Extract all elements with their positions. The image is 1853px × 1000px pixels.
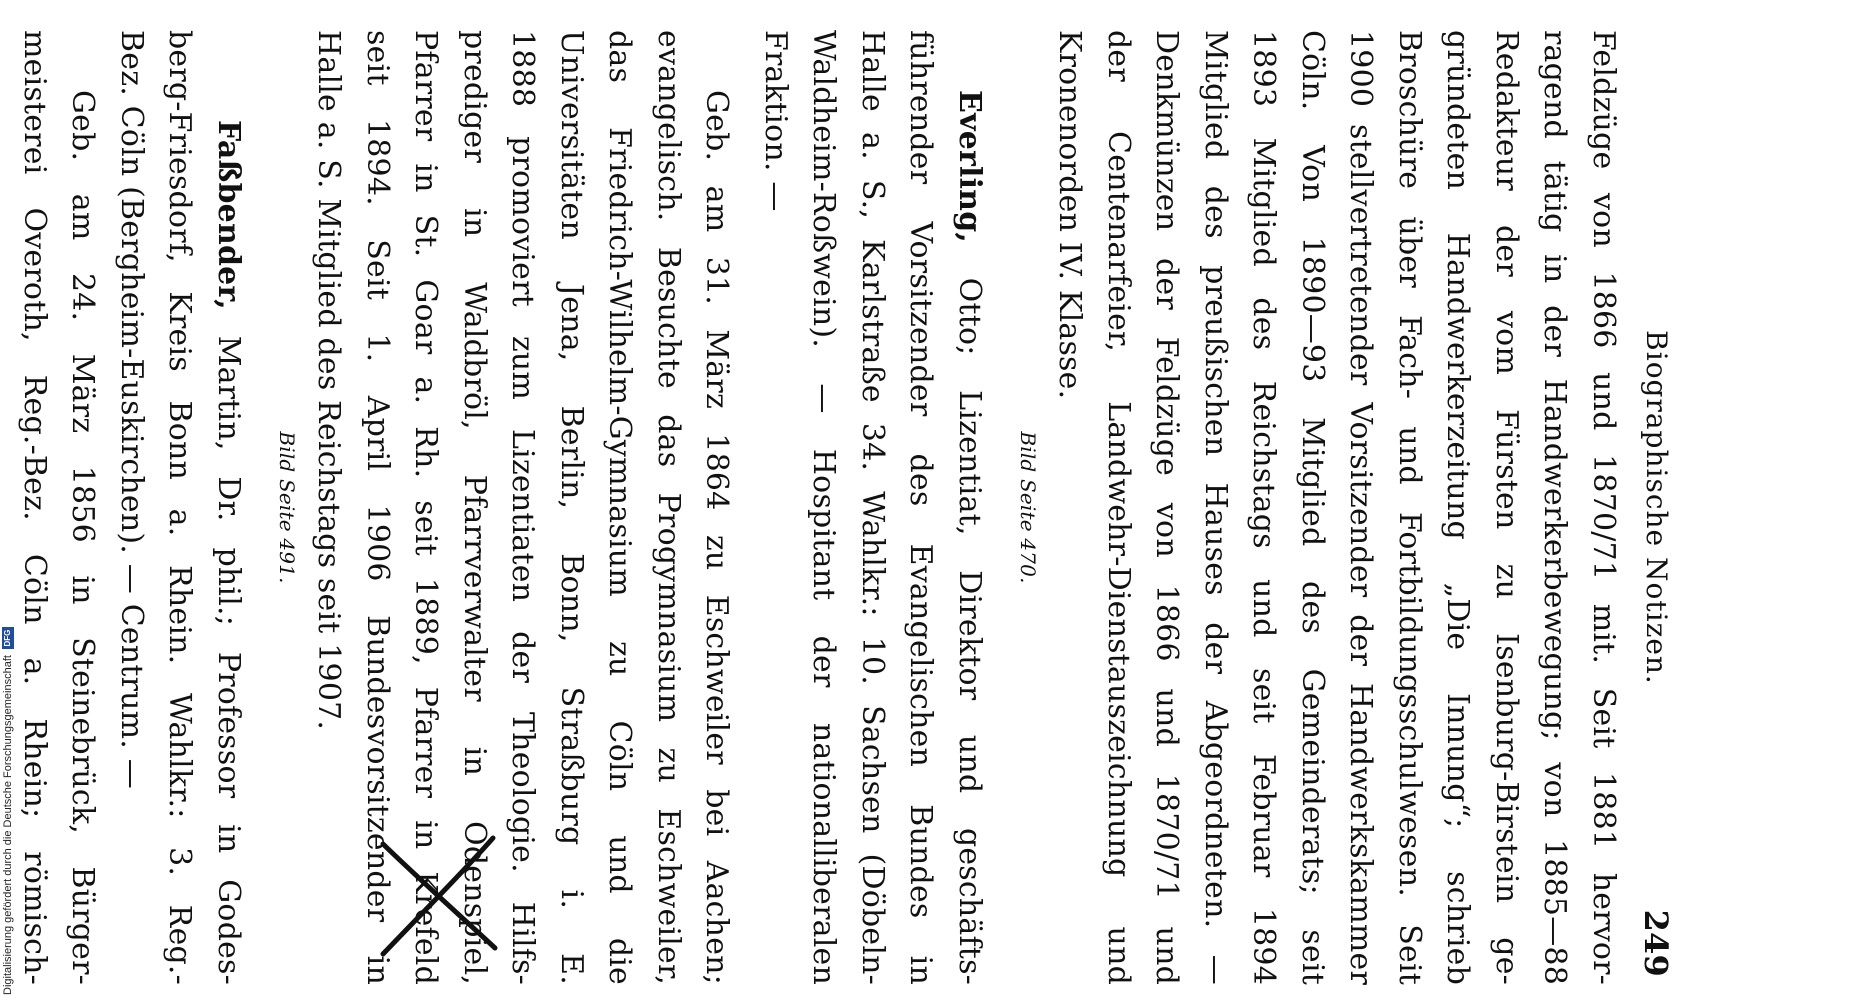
text-line: Feldzüge von 1866 und 1870/71 mit. Seit 1881 hervor- (1586, 30, 1621, 985)
text-line: seit 1894. Seit 1. April 1906 Bundesvorsitzender in (360, 30, 395, 985)
credit-text: Digitalisierung gefördert durch die Deutsche Forschungsgemeinschaft (2, 655, 14, 995)
scanned-page (17, 30, 1685, 985)
text-line: Halle a. S. Mitglied des Reichstags seit 1907. (311, 30, 347, 731)
text-line: Redakteur der vom Fürsten zu Isenburg-Birstein ge- (1489, 30, 1524, 985)
picture-reference: Bild Seite 491. (275, 431, 299, 584)
picture-reference: Bild Seite 470. (1016, 431, 1040, 584)
text-line: Cöln. Von 1890—93 Mitglied des Gemeinderats; seit (1295, 30, 1330, 985)
text-line: Bez. Cöln (Bergheim-Euskirchen). — Centrum. — (114, 30, 149, 789)
entry-name: Faßbender, (211, 120, 246, 310)
text-line: Kronenorden IV. Klasse. (1052, 30, 1088, 400)
text-line: Denkmünzen der Feldzüge von 1866 und 1870/71 und (1149, 30, 1185, 985)
entry-fassbender (10, 30, 253, 985)
text-line: führender Vorsitzender des Evangelischen Bundes in (903, 30, 939, 985)
entry-heading-rest: Otto; Lizentiat, Direktor und geschäfts- (952, 243, 987, 985)
text-line: Geb. am 24. März 1856 in Steinebrück, Bürger- (65, 90, 101, 985)
entry-heading-line (204, 30, 253, 985)
text-line: berg-Friesdorf, Kreis Bonn a. Rhein. Wahlkr.: 3. Reg.- (162, 30, 198, 985)
entry-everling (270, 30, 993, 985)
text-line: Universitäten Jena, Berlin, Bonn, Straßburg i. E. (554, 30, 589, 985)
text-line: der Centenarfeier, Landwehr-Dienstauszeichnung und (1101, 30, 1136, 985)
text-line: Pfarrer in St. Goar a. Rh. seit 1889, Pfarrer in Krefeld (408, 30, 444, 985)
text-line: 1900 stellvertretender Vorsitzender der Handwerkskammer (1343, 30, 1379, 985)
text-line: Geb. am 31. März 1864 zu Eschweiler bei Aachen; (699, 90, 735, 985)
entry-name: Everling, (952, 90, 987, 244)
text-line: evangelisch. Besuchte das Progymnasium zu Eschweiler, (651, 30, 686, 985)
text-line: ragend tätig in der Handwerkerbewegung; von 1885—88 (1537, 30, 1573, 985)
entry-heading-rest: Martin, Dr. phil.; Professor in Godes- (211, 309, 246, 985)
running-title: Biographische Notizen. (1640, 330, 1673, 685)
dfg-logo: DFG (2, 627, 14, 649)
page-number: 249 (1637, 909, 1675, 977)
text-line: 1893 Mitglied des Reichstags und seit Februar 1894 (1246, 30, 1282, 985)
page-header (1627, 30, 1685, 985)
text-line: Waldheim-Roßwein). — Hospitant der nationalliberalen (806, 30, 842, 985)
entry-continuation (1011, 30, 1627, 985)
text-line: gründeten Handwerkerzeitung „Die Innung“; schrieb (1440, 30, 1476, 985)
text-line: Mitglied des preußischen Hauses der Abgeordneten. — (1198, 30, 1233, 985)
entry-heading-line (945, 30, 994, 985)
text-line: das Friedrich-Wilhelm-Gymnasium zu Cöln und die (602, 30, 638, 985)
text-line: Halle a. S., Karlstraße 34. Wahlkr.: 10. Sachsen (Döbeln- (855, 30, 890, 985)
text-line: prediger in Waldbröl, Pfarrverwalter in Odenspiel, (457, 30, 492, 985)
text-line: Broschüre über Fach- und Fortbildungsschulwesen. Seit (1392, 30, 1427, 985)
text-line: meisterei Overoth, Reg.-Bez. Cöln a. Rhein; römisch- (17, 30, 52, 985)
text-line: Fraktion. — (758, 30, 793, 212)
text-line: 1888 promoviert zum Lizentiaten der Theologie. Hilfs- (505, 30, 541, 985)
